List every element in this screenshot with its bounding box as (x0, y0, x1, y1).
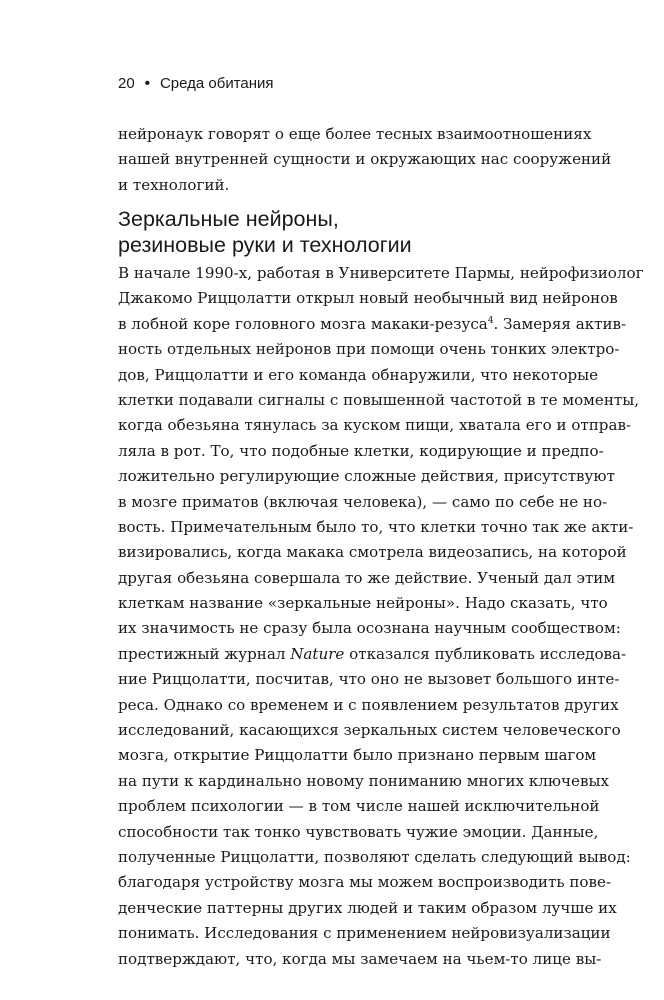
paragraph-line: на пути к кардинально новому пониманию многих ключевых (118, 771, 609, 790)
paragraph-line: понимать. Исследования с применением нейровизуализации (118, 924, 611, 943)
paragraph-line: в мозге приматов (включая человека), — само по себе не но- (118, 492, 608, 511)
line-text: . Замеряя актив- (493, 314, 627, 333)
section-title: Среда обитания (159, 75, 274, 92)
paragraph-line: ложительно регулирующие сложные действия, присутствуют (118, 467, 615, 486)
running-head-bullet: • (144, 75, 150, 92)
journal-name: Nature (290, 644, 345, 663)
paragraph-line: полученные Риццолатти, позволяют сделать следующий вывод: (118, 847, 631, 866)
paragraph-line: вость. Примечательным было то, что клетки точно так же акти- (118, 517, 634, 536)
paragraph-line: когда обезьяна тянулась за куском пищи, хватала его и отправ- (118, 416, 632, 435)
heading-line: резиновые руки и технологии (118, 233, 412, 257)
paragraph-line: способности так тонко чувствовать чужие эмоции. Данные, (118, 822, 599, 841)
section-heading (118, 206, 585, 258)
paragraph-line-with-footnote (118, 312, 627, 337)
paragraph-line: дов, Риццолатти и его команда обнаружили, что некоторые (118, 365, 599, 384)
paragraph-line: нашей внутренней сущности и окружающих нас сооружений (118, 150, 612, 169)
paragraph-line: их значимость не сразу была осознана научным сообществом: (118, 619, 621, 638)
paragraph-line: подтверждают, что, когда мы замечаем на чьем-то лице вы- (118, 949, 602, 968)
page-number: 20 (118, 75, 135, 92)
paragraph-line: визировались, когда макака смотрела видеозапись, на которой (118, 543, 627, 562)
paragraph-line: исследований, касающихся зеркальных систем человеческого (118, 721, 621, 740)
body-paragraph (118, 261, 644, 972)
paragraph-line: проблем психологии — в том числе нашей исключительной (118, 797, 600, 816)
paragraph-line: денческие паттерны других людей и таким образом лучше их (118, 898, 617, 917)
paragraph-line: реса. Однако со временем и с появлением результатов других (118, 695, 619, 714)
line-text: в лобной коре головного мозга макаки-резуса (118, 314, 488, 333)
paragraph-line: В начале 1990-х, работая в Университете Пармы, нейрофизиолог (118, 264, 644, 282)
paragraph-line: Джакомо Риццолатти открыл новый необычный вид нейронов (118, 289, 618, 308)
line-text: отказался публиковать исследова- (344, 644, 627, 663)
paragraph-line: ляла в рот. То, что подобные клетки, кодирующие и предпо- (118, 441, 604, 460)
paragraph-line: мозга, открытие Риццолатти было признано первым шагом (118, 746, 597, 765)
paragraph-line: другая обезьяна совершала то же действие. Ученый дал этим (118, 568, 616, 587)
paragraph-line: клеткам название «зеркальные нейроны». Надо сказать, что (118, 594, 608, 613)
heading-line: Зеркальные нейроны, (118, 207, 339, 231)
running-head (118, 74, 274, 94)
paragraph-line: ность отдельных нейронов при помощи очень тонких электро- (118, 340, 620, 359)
paragraph-line-with-italic (118, 642, 627, 667)
paragraph-line: ние Риццолатти, посчитав, что оно не вызовет большого инте- (118, 670, 620, 689)
paragraph-line: нейронаук говорят о еще более тесных взаимоотношениях (118, 125, 592, 143)
intro-paragraph (118, 122, 612, 198)
line-text: престижный журнал (118, 644, 291, 663)
paragraph-line: клетки подавали сигналы с повышенной частотой в те моменты, (118, 390, 640, 409)
footnote-marker[interactable]: 4 (487, 315, 494, 326)
paragraph-line: и технологий. (118, 175, 230, 194)
paragraph-line: благодаря устройству мозга мы можем воспроизводить пове- (118, 873, 612, 892)
